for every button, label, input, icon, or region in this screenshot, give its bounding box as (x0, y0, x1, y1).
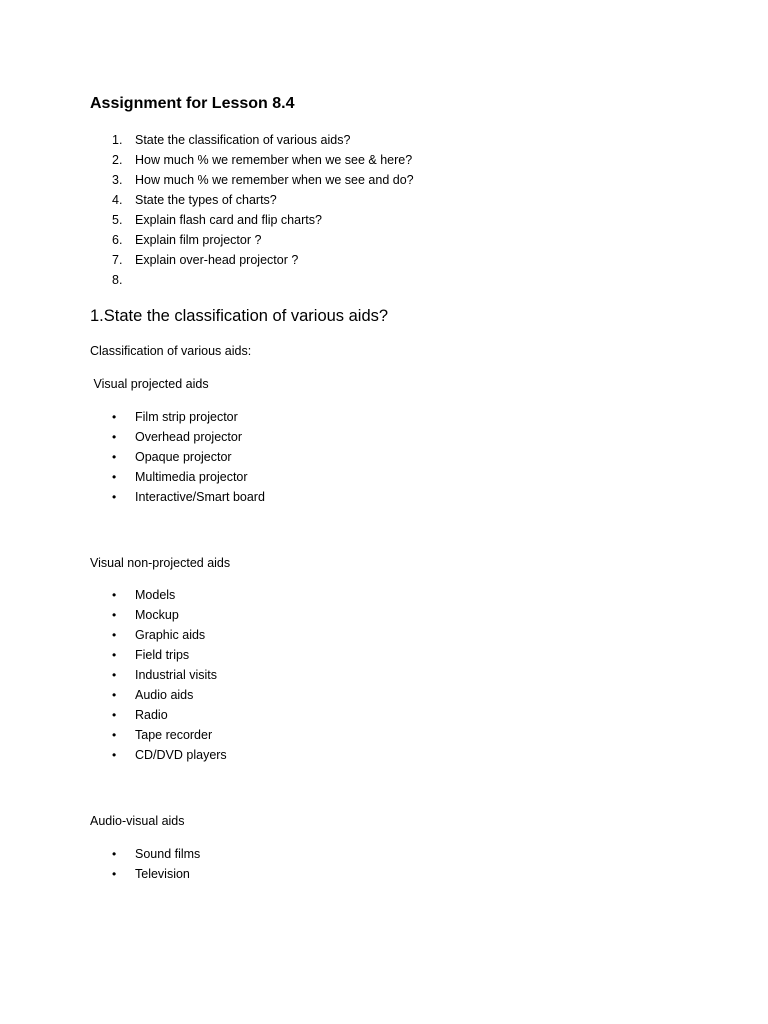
bullet-icon: • (112, 470, 117, 484)
list-item-text: CD/DVD players (135, 748, 227, 762)
bullet-icon: • (112, 588, 117, 602)
bullet-icon: • (112, 668, 117, 682)
question-number: 4. (112, 193, 123, 207)
question-number: 3. (112, 173, 123, 187)
bullet-icon: • (112, 688, 117, 702)
list-item-text: Sound films (135, 847, 201, 861)
question-number: 8. (112, 273, 123, 287)
question-number: 5. (112, 213, 123, 227)
question-text: How much % we remember when we see and do? (135, 173, 414, 187)
question-text: Explain film projector ? (135, 233, 262, 247)
bullet-icon: • (112, 748, 117, 762)
list-item-text: Graphic aids (135, 628, 206, 642)
bullet-icon: • (112, 410, 117, 424)
list-item-text: Field trips (135, 648, 190, 662)
bullet-icon: • (112, 608, 117, 622)
bullet-icon: • (112, 708, 117, 722)
question-number: 1. (112, 133, 123, 147)
list-item-text: Tape recorder (135, 728, 213, 742)
question-number: 7. (112, 253, 123, 267)
question-text: Explain over-head projector ? (135, 253, 299, 267)
answer-heading: 1.State the classification of various aids? (90, 307, 389, 325)
question-number: 6. (112, 233, 123, 247)
question-text: State the classification of various aids? (135, 133, 351, 147)
bullet-icon: • (112, 728, 117, 742)
list-item-text: Overhead projector (135, 430, 243, 444)
list-item-text: Opaque projector (135, 450, 232, 464)
question-text: How much % we remember when we see & here? (135, 153, 413, 167)
list-item-text: Industrial visits (135, 668, 217, 682)
bullet-icon: • (112, 628, 117, 642)
classification-intro: Classification of various aids: (90, 344, 252, 358)
list-item-text: Film strip projector (135, 410, 238, 424)
bullet-icon: • (112, 867, 117, 881)
question-text: Explain flash card and flip charts? (135, 213, 322, 227)
list-item-text: Interactive/Smart board (135, 490, 265, 504)
bullet-icon: • (112, 648, 117, 662)
list-item-text: Models (135, 588, 176, 602)
bullet-icon: • (112, 490, 117, 504)
list-item-text: Multimedia projector (135, 470, 248, 484)
list-item-text: Radio (135, 708, 168, 722)
list-item-text: Audio aids (135, 688, 194, 702)
list-item-text: Mockup (135, 608, 179, 622)
bullet-icon: • (112, 847, 117, 861)
bullet-icon: • (112, 430, 117, 444)
list-item-text: Television (135, 867, 190, 881)
section-heading-visual-non-projected: Visual non-projected aids (90, 556, 231, 570)
assignment-title: Assignment for Lesson 8.4 (90, 95, 295, 112)
section-heading-visual-projected: Visual projected aids (90, 377, 209, 391)
section-heading-audio-visual: Audio-visual aids (90, 814, 185, 828)
question-number: 2. (112, 153, 123, 167)
bullet-icon: • (112, 450, 117, 464)
question-text: State the types of charts? (135, 193, 277, 207)
